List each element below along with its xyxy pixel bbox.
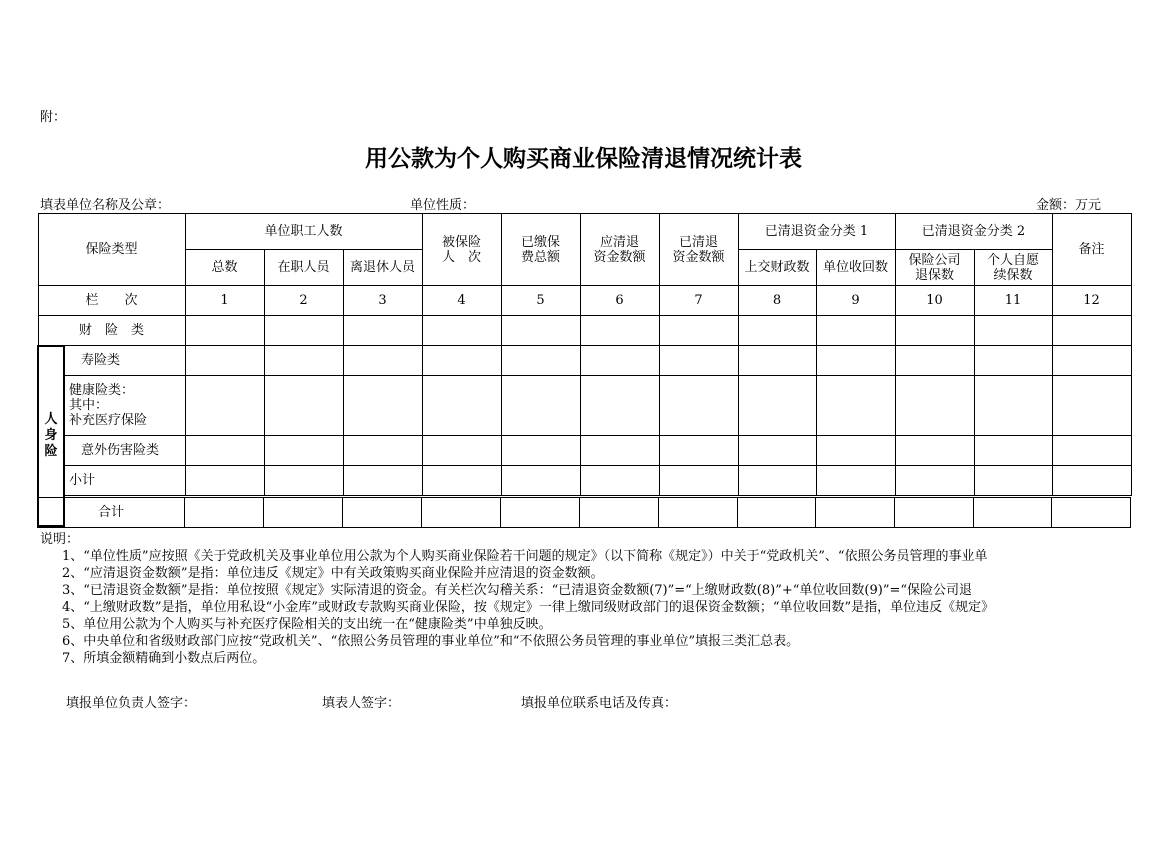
table-cell[interactable] xyxy=(264,346,343,376)
table-cell[interactable] xyxy=(501,316,580,346)
table-cell[interactable] xyxy=(738,376,816,436)
table-cell[interactable] xyxy=(659,346,738,376)
table-cell[interactable] xyxy=(974,436,1052,466)
header-unit-recover: 单位收回数 xyxy=(816,250,895,286)
header-refunded: 已清退 资金数额 xyxy=(659,214,738,286)
table-cell[interactable] xyxy=(1052,376,1131,436)
table-cell[interactable] xyxy=(185,436,264,466)
table-cell[interactable] xyxy=(580,498,659,528)
table-cell[interactable] xyxy=(580,466,659,496)
table-cell[interactable] xyxy=(895,376,974,436)
table-cell[interactable] xyxy=(974,376,1052,436)
note-item: 2、“应清退资金数额”是指：单位违反《规定》中有关政策购买商业保险并应清退的资金数额。 xyxy=(62,566,604,581)
table-cell[interactable] xyxy=(185,346,264,376)
table-cell[interactable] xyxy=(974,466,1052,496)
table-cell[interactable] xyxy=(422,436,501,466)
column-number: 4 xyxy=(422,286,501,316)
header-fiscal: 上交财政数 xyxy=(738,250,816,286)
table-cell[interactable] xyxy=(185,466,264,496)
table-cell[interactable] xyxy=(738,466,816,496)
notes-section xyxy=(40,531,994,667)
header-insurance-type: 保险类型 xyxy=(38,214,185,286)
table-cell[interactable] xyxy=(895,346,974,376)
table-cell[interactable] xyxy=(343,466,422,496)
table-cell[interactable] xyxy=(343,436,422,466)
table-cell[interactable] xyxy=(816,346,895,376)
header-in-service: 在职人员 xyxy=(264,250,343,286)
row-property-insurance: 财 险 类 xyxy=(38,316,185,346)
table-cell[interactable] xyxy=(264,466,343,496)
notes-heading: 说明： xyxy=(40,532,80,547)
row-subtotal: 小计 xyxy=(64,466,185,496)
header-refund-class-2: 已清退资金分类 2 xyxy=(895,214,1052,250)
row-health-insurance: 健康险类： 其中： 补充医疗保险 xyxy=(64,376,185,436)
header-refund-class-1: 已清退资金分类 1 xyxy=(738,214,895,250)
table-cell[interactable] xyxy=(422,316,501,346)
table-cell[interactable] xyxy=(264,316,343,346)
table-cell[interactable] xyxy=(1052,466,1131,496)
note-item: 1、“单位性质”应按照《关于党政机关及事业单位用公款为个人购买商业保险若干问题的规定》（以下简称《规定》）中关于“党政机关”、“依照公务员管理的事业单 xyxy=(62,549,988,564)
column-number: 6 xyxy=(580,286,659,316)
table-cell[interactable] xyxy=(816,316,895,346)
column-number: 11 xyxy=(974,286,1052,316)
row-accident-insurance: 意外伤害险类 xyxy=(64,436,185,466)
table-cell[interactable] xyxy=(580,346,659,376)
note-item: 3、“已清退资金数额”是指：单位按照《规定》实际清退的资金。有关栏次勾稽关系：“已清退资金数额(7)”=“上缴财政数(8)”+“单位收回数(9)”=“保险公司退 xyxy=(62,583,973,598)
header-staff-count: 单位职工人数 xyxy=(185,214,422,250)
table-cell[interactable] xyxy=(422,346,501,376)
column-number: 9 xyxy=(816,286,895,316)
table-cell[interactable] xyxy=(501,466,580,496)
table-cell[interactable] xyxy=(816,376,895,436)
column-number: 1 xyxy=(185,286,264,316)
table-cell[interactable] xyxy=(974,346,1052,376)
column-number: 7 xyxy=(659,286,738,316)
note-item: 7、所填金额精确到小数点后两位。 xyxy=(62,651,266,666)
table-cell[interactable] xyxy=(501,498,580,528)
table-cell[interactable] xyxy=(1052,316,1131,346)
attachment-label: 附： xyxy=(40,110,67,125)
note-item: 6、中央单位和省级财政部门应按“党政机关”、“依照公务员管理的事业单位”和“不依照公务员管理的事业单位”填报三类汇总表。 xyxy=(62,634,800,649)
column-number: 2 xyxy=(264,286,343,316)
table-cell[interactable] xyxy=(580,436,659,466)
unit-name-label: 填表单位名称及公章： xyxy=(40,198,171,213)
row-life-insurance: 寿险类 xyxy=(64,346,185,376)
table-cell[interactable] xyxy=(1052,346,1131,376)
table-cell[interactable] xyxy=(738,346,816,376)
column-number: 8 xyxy=(738,286,816,316)
table-cell[interactable] xyxy=(895,466,974,496)
table-cell[interactable] xyxy=(422,376,501,436)
table-cell[interactable] xyxy=(185,316,264,346)
head-signature-label: 填报单位负责人签字： xyxy=(66,696,197,711)
table-cell[interactable] xyxy=(816,436,895,466)
column-number: 5 xyxy=(501,286,580,316)
note-item: 5、单位用公款为个人购买与补充医疗保险相关的支出统一在“健康险类”中单独反映。 xyxy=(62,617,552,632)
table-cell[interactable] xyxy=(580,316,659,346)
note-item: 4、“上缴财政数”是指，单位用私设“小金库”或财政专款购买商业保险，按《规定》一律上缴同级财政部门的退保资金数额；“单位收回数”是指，单位违反《规定》 xyxy=(62,600,995,615)
table-cell[interactable] xyxy=(501,376,580,436)
table-cell[interactable] xyxy=(659,466,738,496)
table-cell[interactable] xyxy=(343,498,422,528)
table-cell[interactable] xyxy=(659,316,738,346)
table-cell[interactable] xyxy=(185,376,264,436)
table-cell[interactable] xyxy=(422,466,501,496)
table-cell[interactable] xyxy=(185,498,264,528)
row-grand-total: 合计 xyxy=(38,498,185,528)
table-cell[interactable] xyxy=(895,436,974,466)
page-title: 用公款为个人购买商业保险清退情况统计表 xyxy=(365,146,802,172)
filler-signature-label: 填表人签字： xyxy=(322,696,401,711)
header-insurer-refund: 保险公司 退保数 xyxy=(895,250,974,286)
column-number: 10 xyxy=(895,286,974,316)
header-remarks: 备注 xyxy=(1052,214,1131,286)
statistics-table xyxy=(37,213,1132,527)
table-cell[interactable] xyxy=(264,498,343,528)
table-cell[interactable] xyxy=(264,436,343,466)
column-number: 3 xyxy=(343,286,422,316)
header-premium-total: 已缴保 费总额 xyxy=(501,214,580,286)
row-column-no-label: 栏 次 xyxy=(38,286,185,316)
contact-label: 填报单位联系电话及传真： xyxy=(521,696,678,711)
table-cell[interactable] xyxy=(1052,498,1131,528)
header-retired: 离退休人员 xyxy=(343,250,422,286)
table-cell[interactable] xyxy=(422,498,501,528)
table-cell[interactable] xyxy=(738,436,816,466)
table-cell[interactable] xyxy=(974,498,1052,528)
header-should-refund: 应清退 资金数额 xyxy=(580,214,659,286)
table-cell[interactable] xyxy=(974,316,1052,346)
table-cell[interactable] xyxy=(738,316,816,346)
table-cell[interactable] xyxy=(816,466,895,496)
amount-unit-label: 金额：万元 xyxy=(1036,198,1102,213)
table-cell[interactable] xyxy=(343,346,422,376)
header-insured-times: 被保险 人 次 xyxy=(422,214,501,286)
table-cell[interactable] xyxy=(895,498,974,528)
table-cell[interactable] xyxy=(659,436,738,466)
table-cell[interactable] xyxy=(816,498,895,528)
total-row-table xyxy=(37,497,1131,528)
table-cell[interactable] xyxy=(738,498,816,528)
unit-nature-label: 单位性质： xyxy=(410,198,476,213)
table-cell[interactable] xyxy=(1052,436,1131,466)
row-personal-insurance-group: 人身险 xyxy=(38,346,64,526)
header-total: 总数 xyxy=(185,250,264,286)
table-cell[interactable] xyxy=(343,316,422,346)
table-cell[interactable] xyxy=(501,436,580,466)
table-cell[interactable] xyxy=(501,346,580,376)
table-cell[interactable] xyxy=(343,376,422,436)
table-cell[interactable] xyxy=(659,498,738,528)
header-personal-renew: 个人自愿 续保数 xyxy=(974,250,1052,286)
table-cell[interactable] xyxy=(264,376,343,436)
table-cell[interactable] xyxy=(895,316,974,346)
table-cell[interactable] xyxy=(580,376,659,436)
table-cell[interactable] xyxy=(659,376,738,436)
column-number: 12 xyxy=(1052,286,1131,316)
